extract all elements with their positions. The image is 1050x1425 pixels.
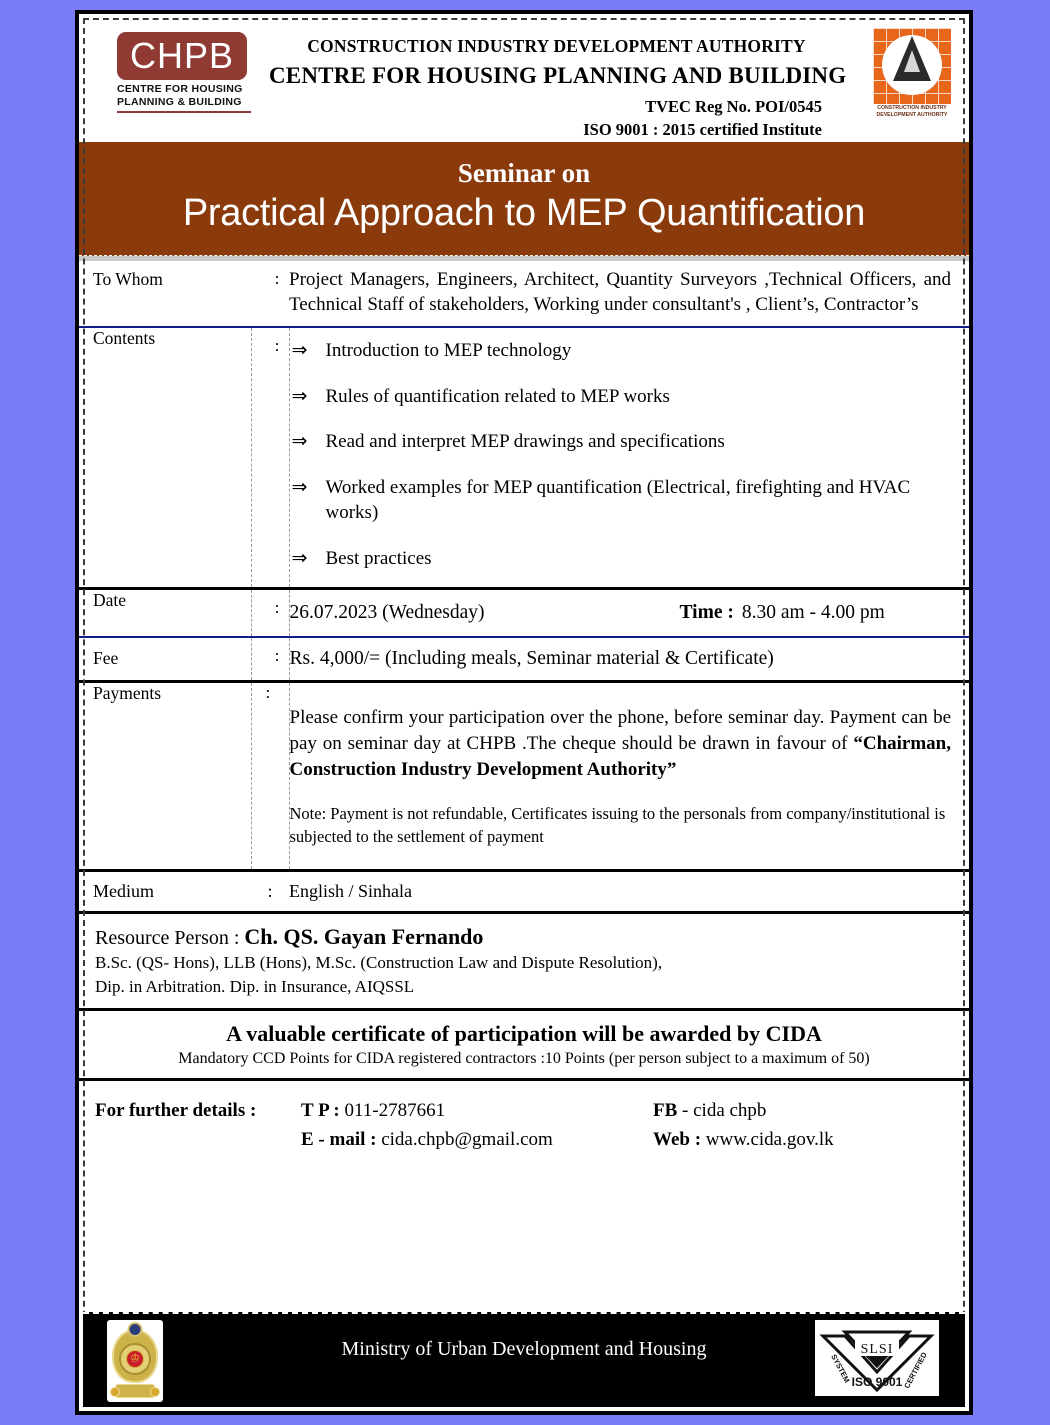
- fee-value: Rs. 4,000/= (Including meals, Seminar material & Certificate): [289, 648, 774, 670]
- contact-facebook-label: FB: [653, 1100, 678, 1122]
- medium-value-cell: [289, 870, 969, 911]
- tvec-registration: TVEC Reg No. POI/0545: [645, 97, 822, 116]
- double-arrow-icon: ⇒: [291, 385, 308, 407]
- payments-label-cell: [79, 682, 251, 871]
- payments-payee-name: “Chairman, Construction Industry Development Authority”: [289, 733, 951, 781]
- seminar-details-table: [79, 261, 969, 911]
- payments-colon: :: [265, 683, 271, 703]
- payments-paragraph: [290, 705, 952, 784]
- contact-block: [79, 1078, 969, 1172]
- contact-web: [653, 1126, 834, 1155]
- document-header: [79, 14, 969, 142]
- seminar-banner: [79, 142, 969, 256]
- chpb-logo-subtitle: [117, 83, 251, 109]
- contact-web-label: Web :: [653, 1128, 702, 1150]
- banner-subtitle: Seminar on: [457, 158, 591, 188]
- to-whom-value-cell: [289, 261, 969, 328]
- contact-spacer: [95, 1126, 301, 1155]
- contents-value-cell: [289, 327, 969, 588]
- lion-icon: ♔: [130, 1352, 140, 1365]
- medium-colon-cell: [251, 870, 289, 911]
- cida-logo-caption: [873, 104, 951, 119]
- double-arrow-icon: ⇒: [291, 476, 308, 498]
- contact-email: [301, 1126, 653, 1155]
- flyer-page: [75, 10, 973, 1415]
- to-whom-colon-cell: [251, 261, 289, 328]
- date-label-cell: [79, 589, 251, 638]
- contents-label-cell: [79, 327, 251, 588]
- time-value: 8.30 am - 4.00 pm: [741, 602, 885, 624]
- table-row-to-whom: [79, 261, 969, 328]
- list-item-label: Read and interpret MEP drawings and specifications: [325, 431, 725, 453]
- fee-value-cell: [289, 637, 969, 682]
- contact-lead-label: For further details :: [95, 1100, 257, 1122]
- resource-person-qualification-line1: B.Sc. (QS- Hons), LLB (Hons), M.Sc. (Construction Law and Dispute Resolution),: [95, 952, 663, 972]
- date-colon-cell: [251, 589, 289, 638]
- emblem-right-vase-icon: [150, 1387, 160, 1397]
- emblem-left-vase-icon: [110, 1387, 120, 1397]
- list-item: [292, 546, 952, 571]
- contents-colon: :: [274, 336, 280, 356]
- medium-label: Medium: [93, 880, 154, 901]
- document-footer: [83, 1312, 965, 1407]
- fee-colon: :: [274, 646, 280, 666]
- cida-logo-inner-cone-icon: [904, 50, 920, 72]
- payments-value-cell: [289, 682, 969, 871]
- contact-row-phone: [95, 1097, 953, 1126]
- date-time-line: [290, 590, 970, 636]
- certificate-subline: Mandatory CCD Points for CIDA registered contractors :10 Points (per person subject to a maximum of 50): [178, 1050, 870, 1068]
- svg-text:SLSI: SLSI: [860, 1342, 894, 1357]
- payments-block: [290, 683, 970, 869]
- authority-title: CONSTRUCTION INDUSTRY DEVELOPMENT AUTHORITY: [307, 36, 806, 56]
- cida-caption-line1: CONSTRUCTION INDUSTRY: [877, 105, 947, 111]
- table-row-contents: [79, 327, 969, 588]
- payments-colon-cell: [251, 682, 289, 871]
- table-row-fee: [79, 637, 969, 682]
- ministry-label: Ministry of Urban Development and Housing: [341, 1338, 707, 1360]
- double-arrow-icon: ⇒: [291, 431, 308, 453]
- date-label: Date: [93, 590, 127, 611]
- table-row-date: [79, 589, 969, 638]
- to-whom-label: To Whom: [93, 268, 163, 289]
- date-value: 26.07.2023 (Wednesday): [289, 602, 485, 624]
- chpb-logo: [117, 32, 265, 114]
- contact-phone-value[interactable]: 011-2787661: [344, 1100, 446, 1122]
- list-item-label: Introduction to MEP technology: [325, 340, 572, 362]
- svg-text:CERTIFIED: CERTIFIED: [902, 1350, 929, 1390]
- svg-text:ISO 9001: ISO 9001: [851, 1375, 903, 1389]
- date-value-cell: [289, 589, 969, 638]
- fee-label-cell: [79, 637, 251, 682]
- emblem-base: [115, 1384, 155, 1398]
- payments-paragraph-text: Please confirm your participation over the phone, before seminar day. Payment can be pay on seminar day at CHPB .The cheque should be drawn in favour of: [289, 707, 951, 755]
- contact-email-value[interactable]: cida.chpb@gmail.com: [381, 1128, 553, 1150]
- double-arrow-icon: ⇒: [291, 340, 308, 362]
- contents-list: [290, 328, 970, 587]
- dharma-wheel-icon: [128, 1322, 143, 1337]
- svg-text:SYSTEM: SYSTEM: [829, 1352, 852, 1385]
- chpb-logo-subtitle-line1: CENTRE FOR HOUSING: [117, 83, 243, 95]
- contact-phone: [301, 1097, 653, 1126]
- list-item: [292, 475, 952, 526]
- list-item-label: Best practices: [325, 547, 432, 569]
- list-item-label: Rules of quantification related to MEP works: [325, 385, 670, 407]
- slsi-iso-9001-logo: [815, 1320, 939, 1396]
- sri-lanka-national-emblem-icon: [107, 1320, 163, 1402]
- medium-colon: :: [267, 880, 273, 901]
- medium-value: English / Sinhala: [289, 880, 412, 901]
- list-item: [292, 429, 952, 454]
- cida-logo: [873, 28, 951, 122]
- contact-web-value[interactable]: www.cida.gov.lk: [705, 1128, 834, 1150]
- medium-label-cell: [79, 870, 251, 911]
- fee-colon-cell: [251, 637, 289, 682]
- resource-person-block: [79, 911, 969, 1009]
- contact-row-email: [95, 1126, 953, 1155]
- header-title-group: [269, 36, 847, 140]
- payments-label: Payments: [93, 683, 162, 704]
- list-item: [292, 384, 952, 409]
- table-row-medium: [79, 870, 969, 911]
- banner-title: Practical Approach to MEP Quantification: [182, 192, 866, 235]
- slsi-logo-svg: [815, 1320, 939, 1396]
- contact-phone-label: T P :: [301, 1100, 340, 1122]
- contents-label: Contents: [93, 328, 156, 349]
- to-whom-label-cell: [79, 261, 251, 328]
- contact-facebook: [653, 1097, 766, 1126]
- chpb-logo-subtitle-line2: PLANNING & BUILDING: [117, 95, 242, 108]
- chpb-logo-rule: [117, 111, 251, 113]
- resource-person-qualification-line2: Dip. in Arbitration. Dip. in Insurance, AIQSSL: [95, 976, 415, 996]
- time-label: Time :: [679, 602, 734, 624]
- certificate-block: [79, 1008, 969, 1078]
- cida-logo-grid: [873, 28, 951, 104]
- contact-email-label: E - mail :: [301, 1128, 377, 1150]
- payments-note: Note: Payment is not refundable, Certificates issuing to the personals from company/institutional is subjected to the settlement of payment: [289, 803, 946, 847]
- list-item: [292, 338, 952, 363]
- certificate-headline: A valuable certificate of participation will be awarded by CIDA: [226, 1021, 822, 1047]
- fee-label: Fee: [93, 648, 119, 669]
- resource-person-label: Resource Person :: [95, 926, 240, 949]
- table-row-payments: [79, 682, 969, 871]
- list-item-label: Worked examples for MEP quantification (Electrical, firefighting and HVAC works): [325, 476, 911, 524]
- chpb-acronym: CHPB: [117, 32, 247, 80]
- contents-colon-cell: [251, 327, 289, 588]
- date-colon: :: [274, 598, 280, 618]
- to-whom-colon: :: [274, 268, 280, 288]
- to-whom-value: Project Managers, Engineers, Architect, Quantity Surveyors ,Technical Officers, and Technical Staff of stakeholders, Working under consultant's , Client’s, Contractor’s: [289, 268, 951, 316]
- cida-caption-line2: DEVELOPMENT AUTHORITY: [876, 112, 948, 119]
- resource-person-name: Ch. QS. Gayan Fernando: [244, 923, 484, 949]
- contact-facebook-value[interactable]: - cida chpb: [682, 1100, 767, 1122]
- iso-certification: ISO 9001 : 2015 certified Institute: [583, 120, 822, 139]
- double-arrow-icon: ⇒: [291, 547, 308, 569]
- resource-person-title: [95, 924, 953, 950]
- centre-title: CENTRE FOR HOUSING PLANNING AND BUILDING: [269, 63, 847, 88]
